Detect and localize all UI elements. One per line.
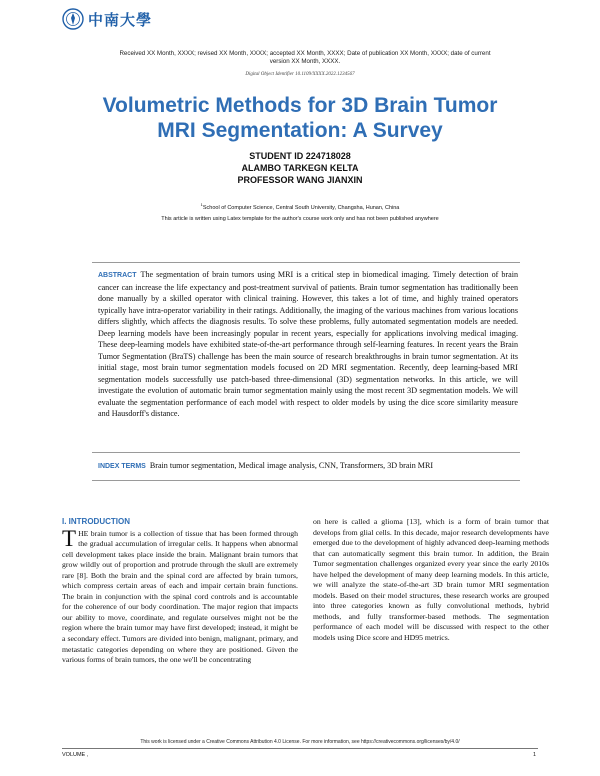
- intro-text-right: on here is called a glioma [13], which is a form of brain tumor that develops from glial cells. In this decade, major research developments have emerged due to the development of highly advanced deep-learning methods that can automatically segment this brain tumor. In addition, the Brain Tumor segmentation challenges organized every year since the early 2010s have helped the development of many deep learning models. In this article, we will analyze the state-of-the-art 3D brain tumor MRI segmentation models. Based on their model structures, these research works are grouped into three categories known as fully convolutional methods, hybrid methods, and fully transformer-based methods. The segmentation performance of each model will be discussed with respect to the other models using Dice score and HD95 metrics.: [313, 517, 549, 643]
- affiliation-text: School of Computer Science, Central South University, Changsha, Hunan, China: [202, 204, 400, 211]
- index-terms-heading: INDEX TERMS: [98, 463, 146, 470]
- dropcap: T: [62, 525, 77, 551]
- university-logo-text: 中南大學: [88, 10, 153, 29]
- template-note: This article is written using Latex template for the author's course work only and has not been published anywhere: [161, 216, 439, 222]
- publication-history: Received XX Month, XXXX; revised XX Month, XXXX; accepted XX Month, XXXX; Date of publication XX Month, XXXX; date of current version XX Month, XXXX.: [119, 50, 491, 65]
- abstract-heading: ABSTRACT: [98, 272, 137, 279]
- student-id: STUDENT ID 224718028: [249, 151, 351, 161]
- abstract-top-rule: [92, 262, 520, 263]
- intro-column-right: [313, 517, 549, 644]
- intro-column-left: [62, 517, 298, 666]
- affiliation: [120, 201, 480, 212]
- footer-rule: [62, 748, 538, 749]
- index-terms-bottom-rule: [92, 480, 520, 481]
- volume-label: VOLUME ,: [62, 752, 89, 758]
- section-heading-introduction: I. INTRODUCTION: [62, 517, 130, 526]
- abstract: [98, 269, 518, 420]
- abstract-text: The segmentation of brain tumors using MRI is a critical step in biomedical imaging. Timely detection of brain cancer can increase the life expectancy and post-treatment survival of patients. Brain tumor segmentation has traditionally been done manually by a skilled operator with clinical training. However, this takes a lot of time, and highly trained operators typically have intra-operator variability in their ratings. Additionally, the imaging of the various machines from various locations differs slightly, which affects the diagnosis results. To solve these problems, fully automated segmentation models are needed. Deep learning models have been increasingly popular in recent years, especially for applications involving medical imaging. These deep-learning models have exhibited state-of-the-art performance through self-learning features. In recent years the Brain Tumor Segmentation (BraTS) challenge has been the main source of research breakthroughs in brain tumor segmentation. At its initial stage, most brain tumor segmentation models focused on 2D MRI segmentation. Recently, deep learning-based MRI segmentation models successfully use patch-based three-dimensional (3D) segmentation networks. In this article, we will investigate the evolution of automatic brain tumor segmentation mainly using the most recent 3D segmentation models. We will evaluate the segmentation performance of each model with respect to older models by using the dice score similarity measure and Hausdorff's distance.: [98, 270, 518, 418]
- professor-name: PROFESSOR WANG JIANXIN: [237, 175, 363, 185]
- paper-title: Volumetric Methods for 3D Brain Tumor MRI Segmentation: A Survey: [102, 94, 498, 142]
- intro-text-left: HE brain tumor is a collection of tissue that has been formed through the gradual accumulation of irregular cells. It happens when abnormal cell development takes place inside the brain. Malignant brain tumors that grow wildly out of proportion and protrude through the skull are extremely rare [8]. Both the brain and the spinal cord are affected by brain tumors, which compress certain areas of each and impair certain brain functions. The brain in conjunction with the spinal cord controls and is accountable for the coherence of our body coordination. The major region that impacts our ability to move, coordinate, and regulate ourselves might not be the region where the brain tumor may have first developed; instead, it might be a secondary effect. Tumors are divided into benign, malignant, primary, and metastatic categories depending on where they are positioned. Given the various forms of brain tumors, the one we'll be concentrating: [62, 528, 298, 665]
- page-number: 1: [533, 752, 537, 758]
- university-logo: [62, 8, 152, 30]
- index-terms-rule: [92, 452, 520, 453]
- index-terms: [98, 460, 518, 472]
- doi-line: Digital Object Identifier 10.1109/XXXX.2022.1234567: [245, 72, 355, 77]
- university-seal-icon: [62, 8, 84, 30]
- author-name: ALAMBO TARKEGN KELTA: [241, 163, 359, 173]
- index-terms-text: Brain tumor segmentation, Medical image analysis, CNN, Transformers, 3D brain MRI: [149, 461, 434, 470]
- author-block: [150, 150, 450, 186]
- license-note: This work is licensed under a Creative Commons Attribution 4.0 License. For more information, see https://creativecommons.org/licenses/by/4.0/: [140, 739, 460, 745]
- affiliation-marker: 1: [200, 202, 203, 207]
